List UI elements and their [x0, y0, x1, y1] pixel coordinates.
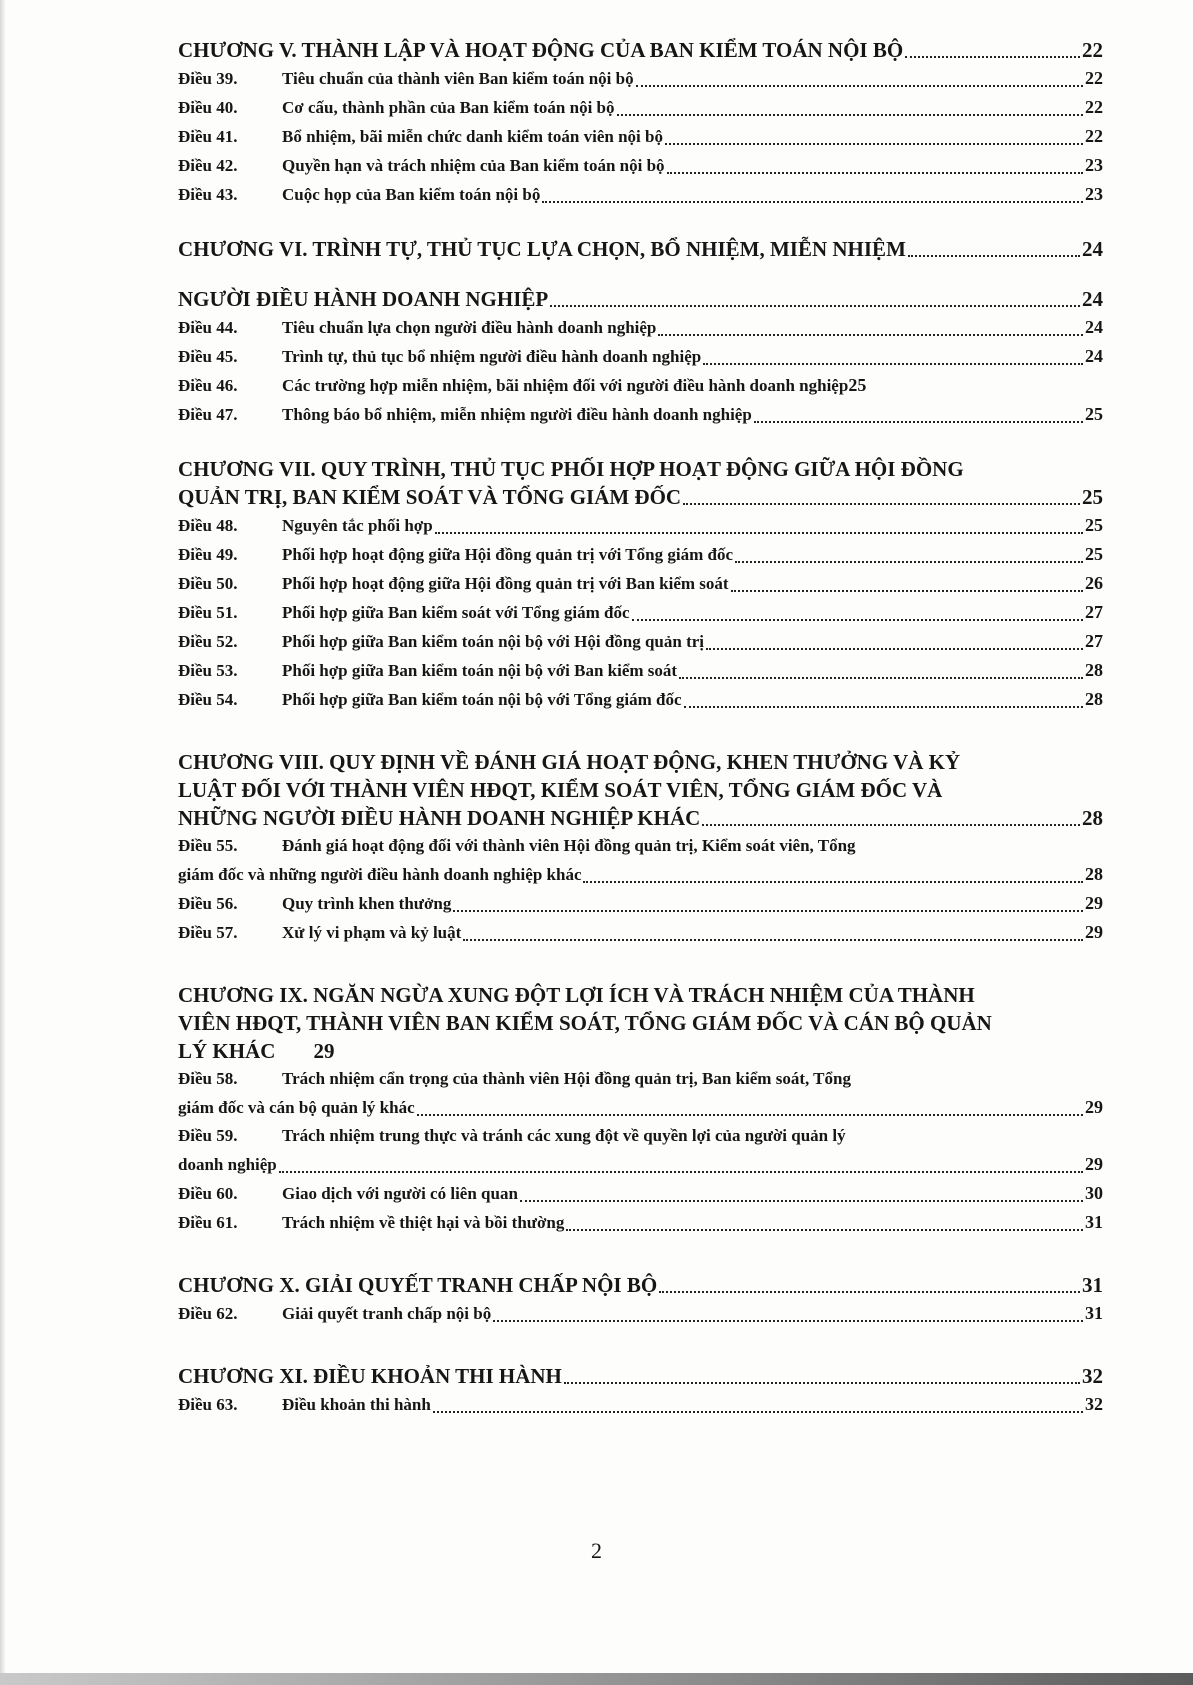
chapter-9-heading-line1: CHƯƠNG IX. NGĂN NGỪA XUNG ĐỘT LỢI ÍCH VÀ TRÁCH NHIỆM CỦA THÀNH — [178, 983, 975, 1007]
chapter-11-heading: CHƯƠNG XI. ĐIỀU KHOẢN THI HÀNH 32 — [178, 1364, 1103, 1388]
toc-entry-54: Điều 54. Phối hợp giữa Ban kiểm toán nội bộ với Tổng giám đốc 28 — [178, 689, 1103, 709]
toc-entry-41: Điều 41. Bổ nhiệm, bãi miễn chức danh kiểm toán viên nội bộ 22 — [178, 126, 1103, 146]
chapter-8-heading-line2: LUẬT ĐỐI VỚI THÀNH VIÊN HĐQT, KIỂM SOÁT VIÊN, TỔNG GIÁM ĐỐC VÀ — [178, 778, 943, 802]
chapter-9-heading-line3: LÝ KHÁC 29 — [178, 1039, 335, 1063]
leader-dots — [735, 561, 1083, 563]
leader-dots — [279, 1171, 1083, 1173]
toc-entry-60: Điều 60. Giao dịch với người có liên quan 30 — [178, 1183, 1103, 1203]
leader-dots — [703, 363, 1083, 365]
chapter-6-subheading: NGƯỜI ĐIỀU HÀNH DOANH NGHIỆP 24 — [178, 287, 1103, 311]
toc-entry-61: Điều 61. Trách nhiệm về thiệt hại và bồi thường 31 — [178, 1212, 1103, 1232]
scan-shadow-bottom — [0, 1673, 1193, 1685]
leader-dots — [493, 1320, 1083, 1322]
leader-dots — [417, 1114, 1083, 1116]
chapter-7-heading-line2: QUẢN TRỊ, BAN KIỂM SOÁT VÀ TỔNG GIÁM ĐỐC 25 — [178, 485, 1103, 509]
leader-dots — [683, 503, 1080, 505]
toc-entry-48: Điều 48. Nguyên tắc phối hợp 25 — [178, 515, 1103, 535]
toc-entry-49: Điều 49. Phối hợp hoạt động giữa Hội đồng quản trị với Tổng giám đốc 25 — [178, 544, 1103, 564]
toc-entry-55-line1: Điều 55. Đánh giá hoạt động đối với thành viên Hội đồng quản trị, Kiểm soát viên, Tổng — [178, 836, 856, 855]
leader-dots — [583, 881, 1083, 883]
leader-dots — [702, 824, 1080, 826]
toc-entry-62: Điều 62. Giải quyết tranh chấp nội bộ 31 — [178, 1303, 1103, 1323]
toc-entry-47: Điều 47. Thông báo bổ nhiệm, miễn nhiệm người điều hành doanh nghiệp 25 — [178, 404, 1103, 424]
table-of-contents — [178, 36, 1103, 1419]
leader-dots — [453, 910, 1083, 912]
leader-dots — [617, 114, 1083, 116]
leader-dots — [706, 648, 1083, 650]
toc-entry-52: Điều 52. Phối hợp giữa Ban kiểm toán nội bộ với Hội đồng quản trị 27 — [178, 631, 1103, 651]
leader-dots — [658, 334, 1083, 336]
leader-dots — [908, 255, 1080, 257]
toc-entry-44: Điều 44. Tiêu chuẩn lựa chọn người điều hành doanh nghiệp 24 — [178, 317, 1103, 337]
scan-shadow-left — [0, 0, 6, 1685]
leader-dots — [679, 677, 1083, 679]
toc-entry-58-line2: giám đốc và cán bộ quản lý khác 29 — [178, 1097, 1103, 1117]
leader-dots — [632, 619, 1083, 621]
leader-dots — [667, 172, 1083, 174]
leader-dots — [435, 532, 1083, 534]
leader-dots — [542, 201, 1083, 203]
leader-dots — [463, 939, 1083, 941]
leader-dots — [684, 706, 1084, 708]
toc-entry-40: Điều 40. Cơ cấu, thành phần của Ban kiểm toán nội bộ 22 — [178, 97, 1103, 117]
toc-entry-56: Điều 56. Quy trình khen thưởng 29 — [178, 893, 1103, 913]
leader-dots — [659, 1291, 1080, 1293]
leader-dots — [520, 1200, 1083, 1202]
toc-entry-45: Điều 45. Trình tự, thủ tục bổ nhiệm người điều hành doanh nghiệp 24 — [178, 346, 1103, 366]
leader-dots — [905, 56, 1080, 58]
leader-dots — [754, 421, 1083, 423]
toc-entry-43: Điều 43. Cuộc họp của Ban kiểm toán nội bộ 23 — [178, 184, 1103, 204]
chapter-7-heading-line1: CHƯƠNG VII. QUY TRÌNH, THỦ TỤC PHỐI HỢP HOẠT ĐỘNG GIỮA HỘI ĐỒNG — [178, 457, 964, 481]
toc-entry-42: Điều 42. Quyền hạn và trách nhiệm của Ban kiểm toán nội bộ 23 — [178, 155, 1103, 175]
chapter-9-heading-line2: VIÊN HĐQT, THÀNH VIÊN BAN KIỂM SOÁT, TỔNG GIÁM ĐỐC VÀ CÁN BỘ QUẢN — [178, 1011, 992, 1035]
toc-entry-59-line1: Điều 59. Trách nhiệm trung thực và tránh các xung đột về quyền lợi của người quản lý — [178, 1126, 846, 1145]
toc-entry-46: Điều 46. Các trường hợp miễn nhiệm, bãi nhiệm đối với người điều hành doanh nghiệp 25 — [178, 375, 867, 395]
toc-entry-63: Điều 63. Điều khoản thi hành 32 — [178, 1394, 1103, 1414]
leader-dots — [731, 590, 1083, 592]
toc-entry-53: Điều 53. Phối hợp giữa Ban kiểm toán nội bộ với Ban kiểm soát 28 — [178, 660, 1103, 680]
chapter-5-heading: CHƯƠNG V. THÀNH LẬP VÀ HOẠT ĐỘNG CỦA BAN KIỂM TOÁN NỘI BỘ 22 — [178, 38, 1103, 62]
toc-entry-57: Điều 57. Xử lý vi phạm và kỷ luật 29 — [178, 922, 1103, 942]
leader-dots — [550, 305, 1080, 307]
leader-dots — [433, 1411, 1083, 1413]
toc-entry-55-line2: giám đốc và những người điều hành doanh nghiệp khác 28 — [178, 864, 1103, 884]
leader-dots — [566, 1229, 1083, 1231]
toc-entry-58-line1: Điều 58. Trách nhiệm cẩn trọng của thành viên Hội đồng quản trị, Ban kiểm soát, Tổng — [178, 1069, 851, 1088]
toc-entry-59-line2: doanh nghiệp 29 — [178, 1154, 1103, 1174]
toc-entry-39: Điều 39. Tiêu chuẩn của thành viên Ban kiểm toán nội bộ 22 — [178, 68, 1103, 88]
leader-dots — [636, 85, 1083, 87]
toc-entry-50: Điều 50. Phối hợp hoạt động giữa Hội đồng quản trị với Ban kiểm soát 26 — [178, 573, 1103, 593]
leader-dots — [665, 143, 1083, 145]
page-number: 2 — [591, 1538, 602, 1563]
chapter-6-heading: CHƯƠNG VI. TRÌNH TỰ, THỦ TỤC LỰA CHỌN, BỔ NHIỆM, MIỄN NHIỆM 24 — [178, 237, 1103, 261]
chapter-8-heading-line3: NHỮNG NGƯỜI ĐIỀU HÀNH DOANH NGHIỆP KHÁC 28 — [178, 806, 1103, 830]
leader-dots — [564, 1382, 1080, 1384]
toc-entry-51: Điều 51. Phối hợp giữa Ban kiểm soát với Tổng giám đốc 27 — [178, 602, 1103, 622]
chapter-10-heading: CHƯƠNG X. GIẢI QUYẾT TRANH CHẤP NỘI BỘ 31 — [178, 1273, 1103, 1297]
chapter-8-heading-line1: CHƯƠNG VIII. QUY ĐỊNH VỀ ĐÁNH GIÁ HOẠT ĐỘNG, KHEN THƯỞNG VÀ KỶ — [178, 750, 961, 774]
